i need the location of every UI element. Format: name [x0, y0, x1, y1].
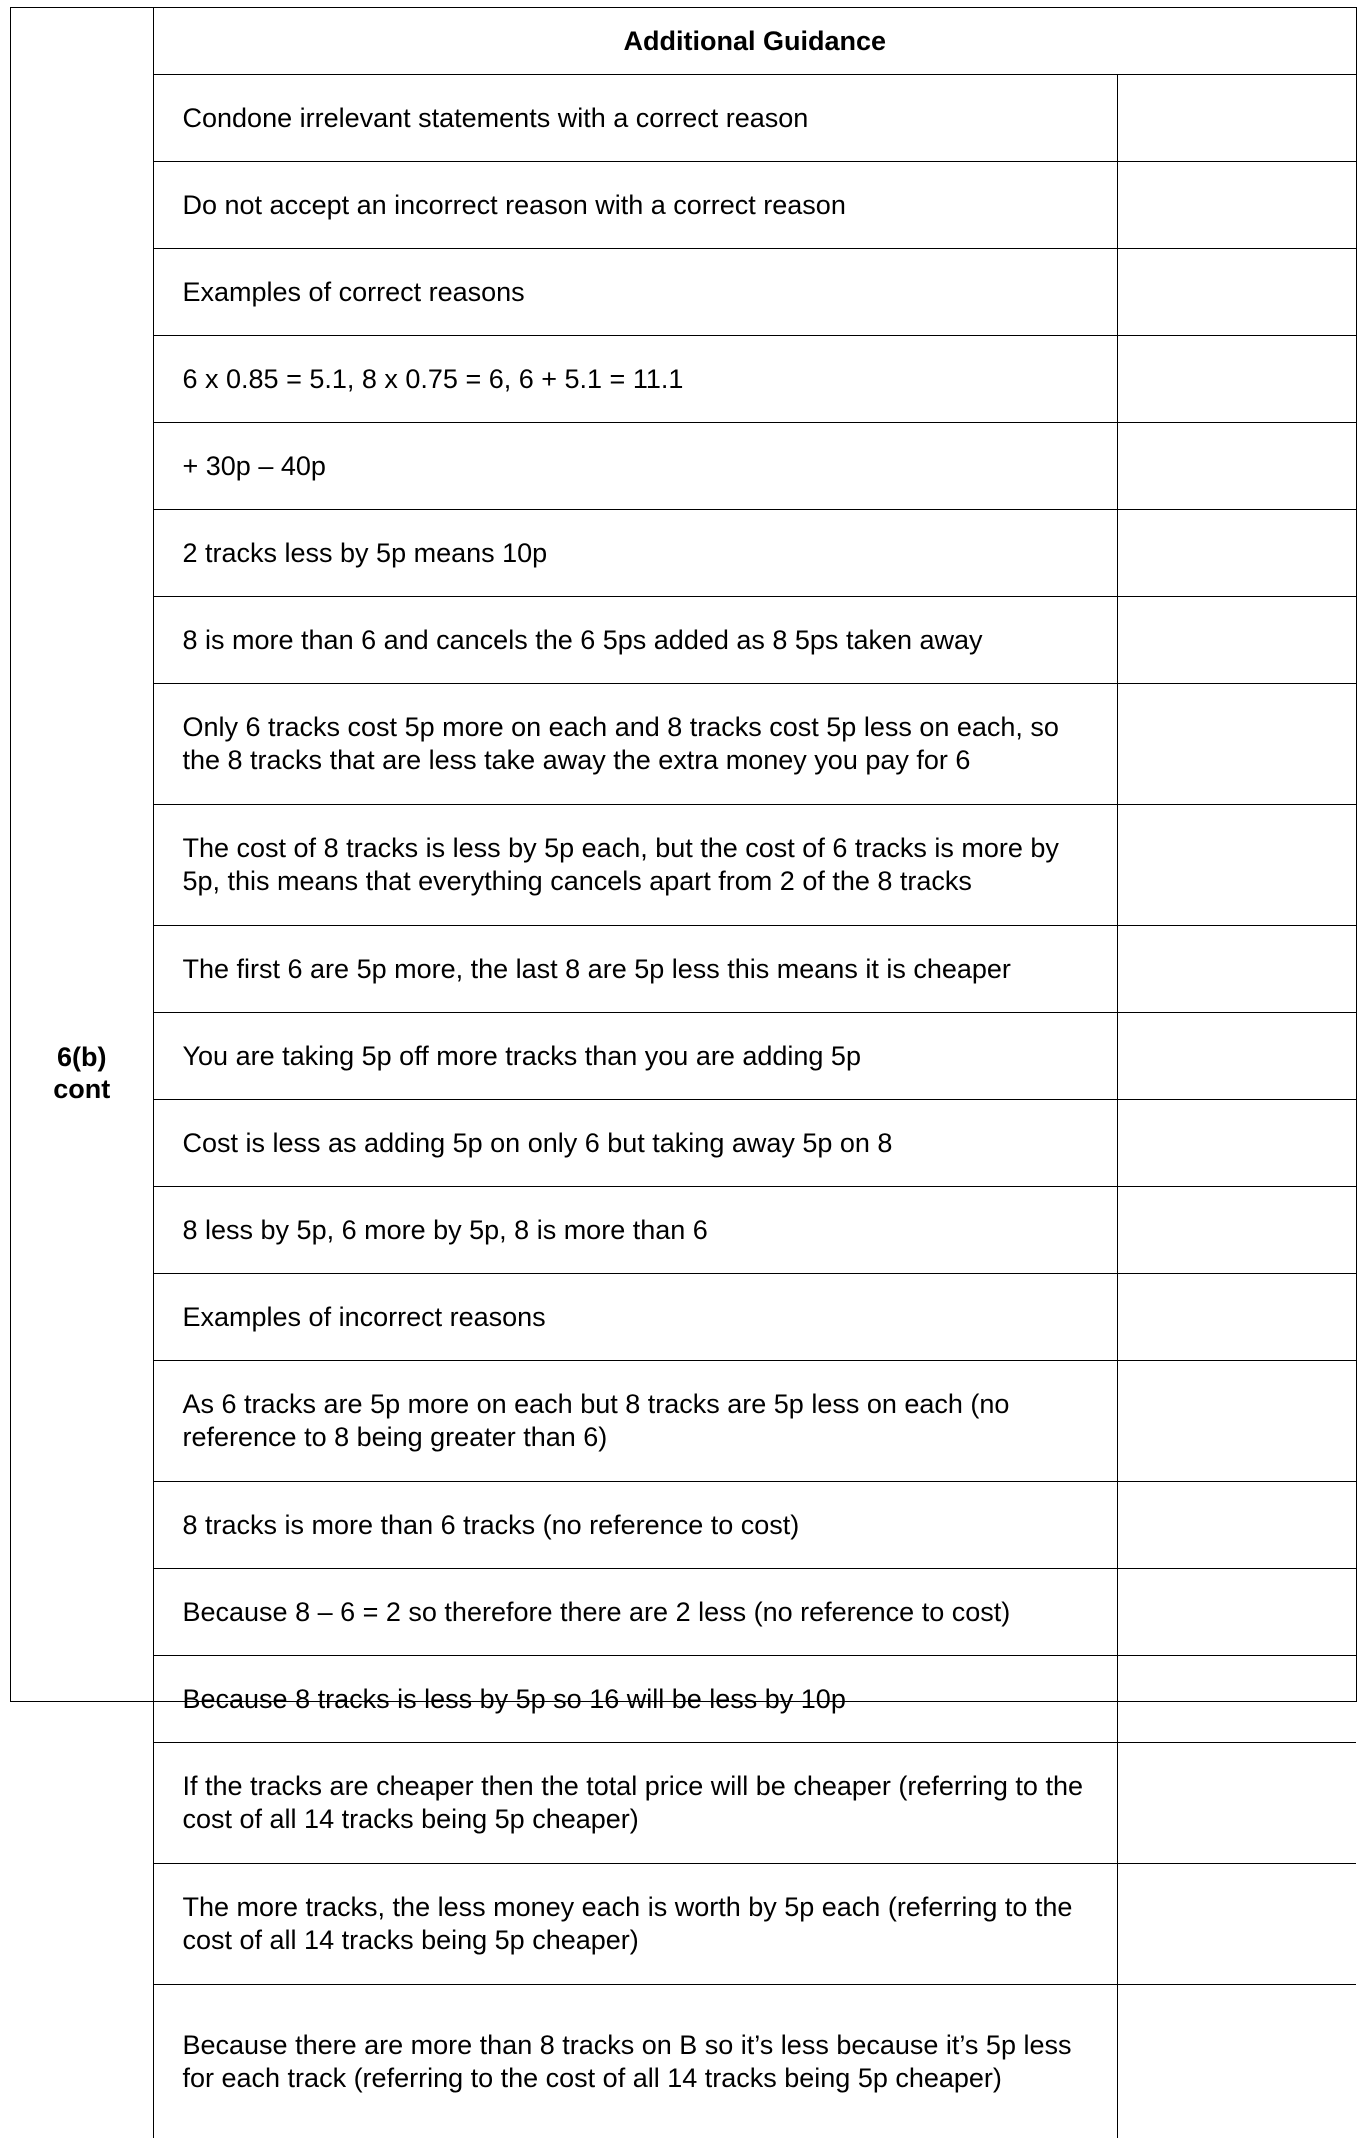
mark-cell — [1118, 1361, 1356, 1482]
table-row — [11, 684, 1356, 805]
table-row — [11, 805, 1356, 926]
mark-cell — [1118, 336, 1356, 423]
table-row — [11, 1274, 1356, 1361]
mark-cell — [1118, 597, 1356, 684]
mark-cell — [1118, 1656, 1356, 1743]
guidance-text: Do not accept an incorrect reason with a correct reason — [153, 162, 1118, 249]
mark-cell — [1118, 510, 1356, 597]
guidance-table — [11, 8, 1356, 2138]
mark-cell — [1118, 1569, 1356, 1656]
mark-cell — [1118, 1187, 1356, 1274]
guidance-text: You are taking 5p off more tracks than you are adding 5p — [153, 1013, 1118, 1100]
guidance-text: As 6 tracks are 5p more on each but 8 tracks are 5p less on each (no reference to 8 being greater than 6) — [153, 1361, 1118, 1482]
guidance-text: 8 is more than 6 and cancels the 6 5ps added as 8 5ps taken away — [153, 597, 1118, 684]
guidance-text: Only 6 tracks cost 5p more on each and 8 tracks cost 5p less on each, so the 8 tracks that are less take away the extra money you pay for 6 — [153, 684, 1118, 805]
table-row — [11, 423, 1356, 510]
table-row — [11, 249, 1356, 336]
table-row — [11, 510, 1356, 597]
mark-scheme-table — [10, 7, 1357, 1702]
table-row — [11, 162, 1356, 249]
table-row — [11, 1656, 1356, 1743]
additional-guidance-heading: Additional Guidance — [153, 8, 1356, 75]
mark-cell — [1118, 1743, 1356, 1864]
mark-cell — [1118, 1274, 1356, 1361]
table-row — [11, 1482, 1356, 1569]
guidance-text: Cost is less as adding 5p on only 6 but taking away 5p on 8 — [153, 1100, 1118, 1187]
header-row — [11, 8, 1356, 75]
guidance-text: Because 8 – 6 = 2 so therefore there are 2 less (no reference to cost) — [153, 1569, 1118, 1656]
guidance-text: Because 8 tracks is less by 5p so 16 will be less by 10p — [153, 1656, 1118, 1743]
table-row — [11, 1100, 1356, 1187]
guidance-text: 2 tracks less by 5p means 10p — [153, 510, 1118, 597]
table-row — [11, 1013, 1356, 1100]
guidance-text: Because there are more than 8 tracks on B so it’s less because it’s 5p less for each track (referring to the cost of all 14 tracks being 5p cheaper) — [153, 1985, 1118, 2138]
question-continued-label: cont — [12, 1073, 152, 1105]
guidance-text: The more tracks, the less money each is worth by 5p each (referring to the cost of all 14 tracks being 5p cheaper) — [153, 1864, 1118, 1985]
table-row — [11, 1361, 1356, 1482]
mark-cell — [1118, 926, 1356, 1013]
question-number-cell — [11, 8, 153, 2138]
mark-cell — [1118, 1985, 1356, 2138]
table-row — [11, 1864, 1356, 1985]
table-row — [11, 1187, 1356, 1274]
section-label-correct: Examples of correct reasons — [153, 249, 1118, 336]
mark-cell — [1118, 1864, 1356, 1985]
table-row — [11, 1985, 1356, 2138]
mark-cell — [1118, 684, 1356, 805]
guidance-text: The cost of 8 tracks is less by 5p each, but the cost of 6 tracks is more by 5p, this means that everything cancels apart from 2 of the 8 tracks — [153, 805, 1118, 926]
mark-cell — [1118, 1013, 1356, 1100]
mark-cell — [1118, 249, 1356, 336]
mark-cell — [1118, 75, 1356, 162]
mark-cell — [1118, 162, 1356, 249]
table-row — [11, 75, 1356, 162]
guidance-text: + 30p – 40p — [153, 423, 1118, 510]
table-row — [11, 336, 1356, 423]
guidance-text: Condone irrelevant statements with a correct reason — [153, 75, 1118, 162]
guidance-text: 8 tracks is more than 6 tracks (no reference to cost) — [153, 1482, 1118, 1569]
guidance-text: 8 less by 5p, 6 more by 5p, 8 is more than 6 — [153, 1187, 1118, 1274]
table-row — [11, 597, 1356, 684]
mark-cell — [1118, 423, 1356, 510]
table-row — [11, 1569, 1356, 1656]
table-row — [11, 926, 1356, 1013]
mark-cell — [1118, 1482, 1356, 1569]
guidance-text: 6 x 0.85 = 5.1, 8 x 0.75 = 6, 6 + 5.1 = 11.1 — [153, 336, 1118, 423]
mark-cell — [1118, 805, 1356, 926]
guidance-text: The first 6 are 5p more, the last 8 are 5p less this means it is cheaper — [153, 926, 1118, 1013]
guidance-text: If the tracks are cheaper then the total price will be cheaper (referring to the cost of all 14 tracks being 5p cheaper) — [153, 1743, 1118, 1864]
mark-cell — [1118, 1100, 1356, 1187]
question-number: 6(b) — [12, 1041, 152, 1073]
table-row — [11, 1743, 1356, 1864]
section-label-incorrect: Examples of incorrect reasons — [153, 1274, 1118, 1361]
